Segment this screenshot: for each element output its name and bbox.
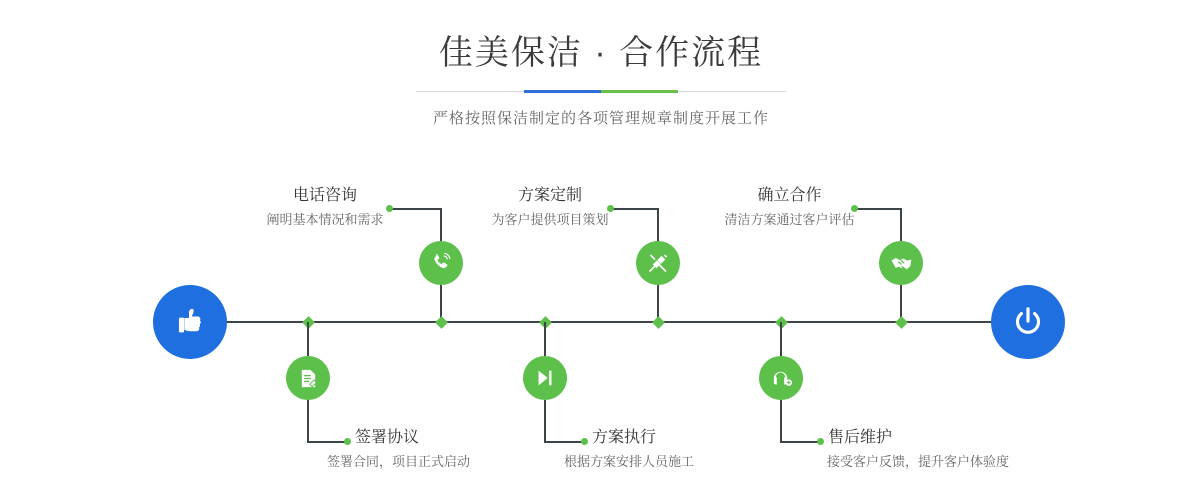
timeline-node-dot <box>895 316 908 329</box>
step-icon-handshake <box>879 241 923 285</box>
step-stem <box>544 400 546 442</box>
step-connector-dot <box>581 438 588 445</box>
step-connector <box>307 441 347 443</box>
step-icon-phone-call <box>419 241 463 285</box>
step-connector <box>544 441 584 443</box>
document-edit-icon <box>297 367 320 390</box>
play-forward-icon <box>534 367 556 389</box>
thumbs-up-icon <box>173 305 207 339</box>
page-title: 佳美保洁 · 合作流程 <box>438 34 764 72</box>
step-stem <box>900 208 902 241</box>
timeline-node-dot <box>652 316 665 329</box>
step-stem <box>307 400 309 442</box>
timeline-end-badge <box>991 285 1065 359</box>
step-stem <box>657 208 659 241</box>
step-label: 方案执行 根据方案安排人员施工 <box>564 429 695 469</box>
step-connector <box>391 208 442 210</box>
step-icon-document-edit <box>286 356 330 400</box>
step-stem <box>307 322 309 356</box>
step-connector-dot <box>817 438 824 445</box>
timeline-node-dot <box>435 316 448 329</box>
step-icon-pencil-ruler <box>636 241 680 285</box>
handshake-icon <box>889 251 914 276</box>
step-stem <box>780 322 782 356</box>
step-icon-play-forward <box>523 356 567 400</box>
step-stem <box>440 208 442 241</box>
headset-support-icon <box>770 367 793 390</box>
step-icon-headset-support <box>759 356 803 400</box>
step-connector-dot <box>344 438 351 445</box>
step-label: 方案定制 为客户提供项目策划 <box>491 187 609 227</box>
step-label: 签署协议 签署合同，项目正式启动 <box>327 429 471 469</box>
step-label: 售后维护 接受客户反馈，提升客户体验度 <box>827 429 1010 469</box>
step-connector <box>780 441 820 443</box>
page-subtitle: 严格按照保洁制定的各项管理规章制度开展工作 <box>432 110 769 127</box>
power-icon <box>1010 304 1046 340</box>
step-label: 电话咨询 阐明基本情况和需求 <box>266 187 384 227</box>
phone-call-icon <box>429 251 453 275</box>
timeline-start-badge <box>153 285 227 359</box>
pencil-ruler-icon <box>646 251 670 275</box>
step-stem <box>780 400 782 442</box>
step-stem <box>544 322 546 356</box>
step-label: 确立合作 清洁方案通过客户评估 <box>724 187 855 227</box>
